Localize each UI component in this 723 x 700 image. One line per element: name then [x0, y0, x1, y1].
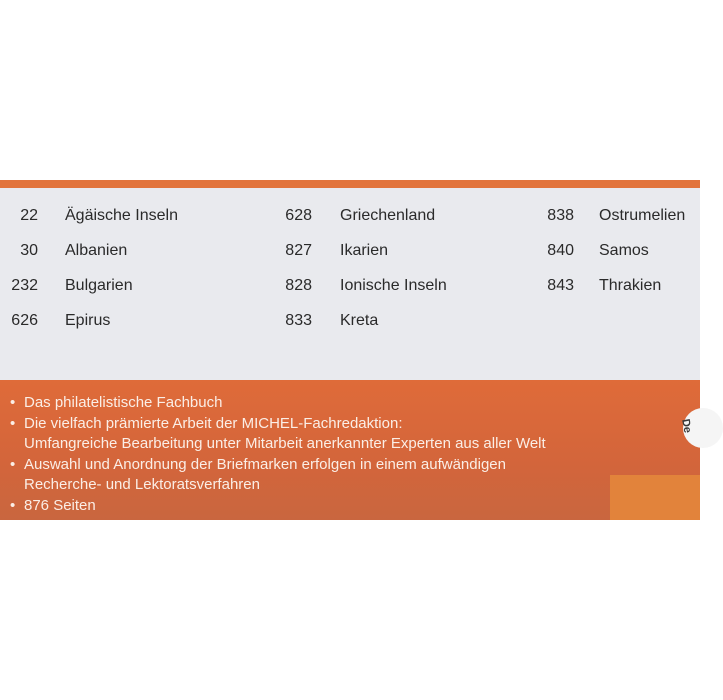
- bullet-icon: •: [10, 496, 16, 514]
- index-column-1: [0, 200, 250, 340]
- page-number: 22: [20, 207, 38, 224]
- index-column-2: [250, 200, 520, 340]
- index-entry: [0, 270, 250, 305]
- index-column-3: [520, 200, 700, 305]
- country-name: Kreta: [340, 312, 379, 329]
- round-badge: [679, 408, 723, 448]
- feature-panel: [0, 380, 700, 520]
- feature-text: Die vielfach prämierte Arbeit der MICHEL-Fachredaktion:: [24, 414, 403, 432]
- country-name: Griechenland: [340, 207, 436, 224]
- feature-text: 876 Seiten: [24, 496, 96, 514]
- country-name: Albanien: [65, 242, 128, 259]
- index-entry: [0, 305, 250, 340]
- bullet-icon: •: [10, 455, 16, 473]
- country-name: Thrakien: [599, 277, 662, 294]
- country-name: Samos: [599, 242, 649, 259]
- index-entry: [520, 270, 700, 305]
- feature-item: [10, 455, 546, 476]
- badge-text: De: [679, 418, 694, 434]
- feature-text: Das philatelistische Fachbuch: [24, 394, 223, 411]
- feature-list: [10, 393, 546, 516]
- orange-label-box: [610, 475, 700, 520]
- bullet-icon: •: [10, 394, 16, 411]
- index-entry: [250, 270, 520, 305]
- page-number: 838: [547, 207, 574, 224]
- country-name: Ikarien: [340, 242, 389, 259]
- feature-item-continuation: [10, 475, 546, 496]
- page-number: 30: [20, 242, 38, 259]
- index-entry: [250, 235, 520, 270]
- index-entry: [250, 305, 520, 340]
- index-entry: [0, 200, 250, 235]
- page-number: 232: [11, 277, 38, 294]
- country-name: Ostrumelien: [599, 207, 686, 224]
- page-number: 626: [11, 312, 38, 329]
- feature-item-continuation: [10, 434, 546, 455]
- feature-item: [10, 414, 546, 435]
- page-number: 833: [285, 312, 312, 329]
- bullet-icon: •: [10, 414, 16, 432]
- page-number: 828: [285, 277, 312, 294]
- index-entry: [250, 200, 520, 235]
- feature-item: [10, 393, 546, 414]
- country-name: Ägäische Inseln: [65, 207, 178, 224]
- country-name: Ionische Inseln: [340, 277, 447, 294]
- feature-text: Umfangreiche Bearbeitung unter Mitarbeit anerkannter Experten aus aller Welt: [24, 435, 546, 452]
- top-orange-band: [0, 180, 700, 188]
- feature-item: [10, 496, 546, 517]
- index-entry: [0, 235, 250, 270]
- feature-text: Recherche- und Lektoratsverfahren: [24, 476, 260, 493]
- page-number: 827: [285, 242, 312, 259]
- page-number: 628: [285, 207, 312, 224]
- index-entry: [520, 235, 700, 270]
- country-name: Epirus: [65, 312, 111, 329]
- page-number: 840: [547, 242, 574, 259]
- country-index: [0, 188, 700, 380]
- page-number: 843: [547, 277, 574, 294]
- country-name: Bulgarien: [65, 277, 133, 294]
- feature-text: Auswahl und Anordnung der Briefmarken erfolgen in einem aufwändigen: [24, 455, 506, 473]
- index-entry: [520, 200, 700, 235]
